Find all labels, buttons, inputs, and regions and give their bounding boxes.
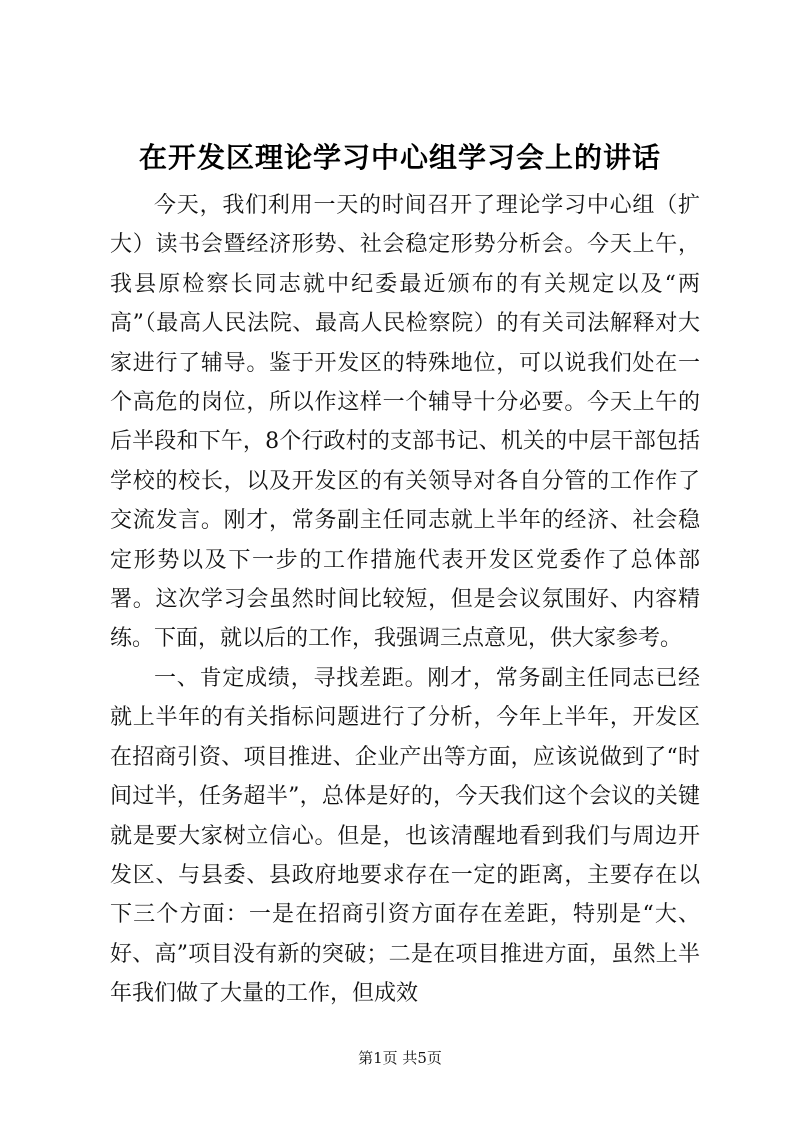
body-paragraph-1: 今天，我们利用一天的时间召开了理论学习中心组（扩大）读书会暨经济形势、社会稳定形势分析会。今天上午，我县原检察长同志就中纪委最近颁布的有关规定以及“两高”（最高人民法院、最高人民检察院）的有关司法解释对大家进行了辅导。鉴于开发区的特殊地位，可以说我们处在一个高危的岗位，所以作这样一个辅导十分必要。今天上午的后半段和下午，8个行政村的支部书记、机关的中层干部包括学校的校长，以及开发区的有关领导对各自分管的工作作了交流发言。刚才，常务副主任同志就上半年的经济、社会稳定形势以及下一步的工作措施代表开发区党委作了总体部署。这次学习会虽然时间比较短，但是会议氛围好、内容精练。下面，就以后的工作，我强调三点意见，供大家参考。 — [110, 193, 700, 652]
page-footer: 第1页 共5页 — [358, 1049, 442, 1067]
body-paragraph-2: 一、肯定成绩，寻找差距。刚才，常务副主任同志已经就上半年的有关指标问题进行了分析，今年上半年，开发区在招商引资、项目推进、企业产出等方面，应该说做到了“时间过半，任务超半”，总体是好的，今天我们这个会议的关键就是要大家树立信心。但是，也该清醒地看到我们与周边开发区、与县委、县政府地要求存在一定的距离，主要存在以下三个方面：一是在招商引资方面存在差距，特别是“大、好、高”项目没有新的突破；二是在项目推进方面，虽然上半年我们做了大量的工作，但成效 — [110, 665, 700, 1007]
document-body — [110, 186, 700, 1014]
document-title: 在开发区理论学习中心组学习会上的讲话 — [138, 141, 661, 174]
